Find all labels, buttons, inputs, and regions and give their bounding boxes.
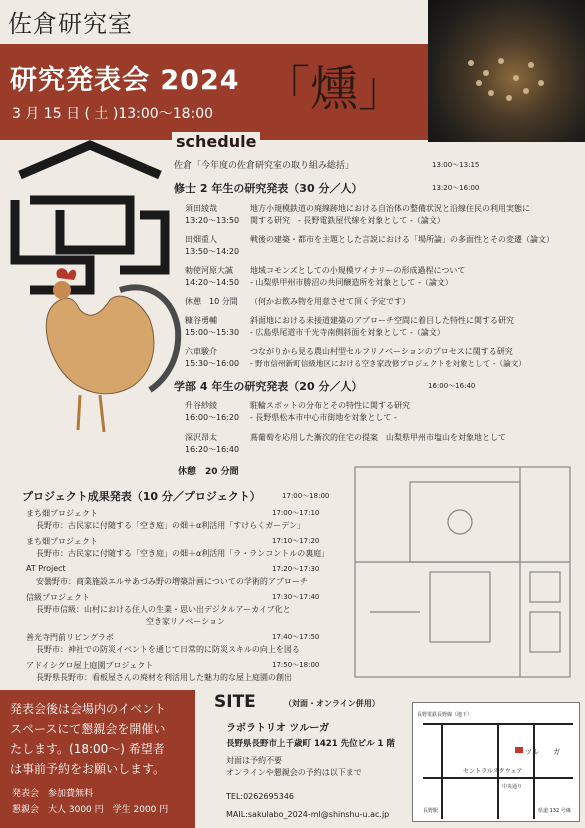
talk-title: 地域コモンズとしての小規模ワイナリーの形成過程について bbox=[250, 266, 466, 275]
project-name: まち畑プロジェクト bbox=[26, 509, 98, 518]
contact-email[interactable]: MAIL:sakulabo_2024-ml@shinshu-u.ac.jp bbox=[226, 810, 390, 819]
break-note: （何かお飲み物を用意させて頂く予定です） bbox=[250, 297, 410, 306]
project-desc: 長野市：古民家に付随する「空き庭」の畑＋α利活用「すけらくガーデン」 bbox=[36, 521, 306, 530]
lab-name: 佐倉研究室 bbox=[8, 10, 133, 38]
project-time: 17:40～17:50 bbox=[272, 633, 320, 641]
project-desc: 安曇野市：商業施設エルサあづみ野の増築計画についての学術的アプローチ bbox=[36, 577, 308, 586]
event-date: 3 月 15 日 ( 土 )13:00～18:00 bbox=[12, 106, 214, 122]
site-mode: （対面・オンライン併用） bbox=[284, 699, 380, 708]
section-project-title: プロジェクト成果発表（10 分／プロジェクト） bbox=[22, 490, 261, 503]
project-name: AT Project bbox=[26, 564, 66, 573]
talk-subtitle: - 広島県尾道市千光寺南側斜面を対象として -（論文） bbox=[250, 328, 445, 337]
map-label: 県道 132 号線 bbox=[538, 808, 571, 814]
event-photo bbox=[428, 0, 585, 142]
presenter-name: 升谷紗綾 bbox=[185, 401, 217, 410]
map-label: 長野電鉄長野線（地下） bbox=[417, 712, 473, 718]
presenter-name: 勅使河原大誠 bbox=[185, 266, 233, 275]
presenter-time: 15:00～15:30 bbox=[185, 328, 240, 337]
talk-title: 斜面地における未接道建築のアプローチ空間に着目した特性に関する研究 bbox=[250, 316, 514, 325]
talk-title: 地方小規模鉄道の廃線跡地における自治体の整備状況と沿線住民の利用実態に bbox=[250, 204, 530, 213]
project-time: 17:20～17:30 bbox=[272, 565, 320, 573]
opening-talk: 佐倉「今年度の佐倉研究室の取り組み総括」 bbox=[174, 161, 355, 171]
presenter-name: 深沢昂太 bbox=[185, 433, 217, 442]
opening-time: 13:00～13:15 bbox=[432, 161, 480, 169]
site-label: SITE bbox=[214, 692, 256, 712]
section-project-time: 17:00～18:00 bbox=[282, 492, 330, 500]
event-title: 研究発表会 2024 bbox=[10, 65, 240, 96]
project-desc: 長野市：古民家に付随する「空き庭」の畑＋α利活用「ラ・ランコントルの裏庭」 bbox=[36, 549, 330, 558]
project-name: 信級プロジェクト bbox=[26, 593, 90, 602]
presenter-time: 15:30～16:00 bbox=[185, 359, 240, 368]
section-b4-title: 学部 4 年生の研究発表（20 分／人） bbox=[174, 380, 363, 393]
project-desc: 長野市信級：山村における住人の生業・思い出デジタルアーカイブ化と bbox=[36, 605, 291, 614]
venue-name: ラボラトリオ ツルーガ bbox=[226, 723, 330, 734]
notice-line: スペースにて懇親会を開催い bbox=[10, 722, 166, 736]
map-label: セントラルスクウェア bbox=[463, 768, 523, 775]
talk-subtitle: - 長野県松本市中心市街地を対象として - bbox=[250, 413, 397, 422]
venue-address: 長野県長野市上千歳町 1421 先位ビル 1 階 bbox=[226, 739, 395, 749]
presenter-name: 田畑重人 bbox=[185, 235, 217, 244]
map-label: 中央通り bbox=[502, 784, 523, 790]
section-b4-time: 16:00～16:40 bbox=[428, 382, 476, 390]
site-note: 対面は予約不要 bbox=[226, 756, 282, 765]
presenter-time: 16:20～16:40 bbox=[185, 445, 240, 454]
project-name: 善光寺門前リビングラボ bbox=[26, 633, 114, 642]
schedule-label: schedule bbox=[172, 132, 260, 151]
theme-kanji: 「燻」 bbox=[262, 61, 407, 117]
break-label: 休憩 10 分間 bbox=[185, 297, 238, 306]
section-m2-time: 13:20～16:00 bbox=[432, 184, 480, 192]
presenter-name: 須田綾哉 bbox=[185, 204, 217, 213]
map-road bbox=[441, 723, 443, 819]
venue-marker bbox=[515, 747, 523, 753]
fee-reception: 懇親会 大人 3000 円 学生 2000 円 bbox=[12, 805, 169, 815]
map-label: ツル bbox=[525, 748, 539, 756]
project-name: まち畑プロジェクト bbox=[26, 537, 98, 546]
presenter-time: 13:20～13:50 bbox=[185, 216, 240, 225]
talk-title: 戦後の建築・都市を主題とした言説における「場所論」の多面性とその変遷（論文） bbox=[250, 235, 554, 244]
presenter-name: 六車駿介 bbox=[185, 347, 217, 356]
project-desc-cont: 空き家リノベーション bbox=[146, 617, 226, 626]
map-road bbox=[533, 723, 535, 819]
project-desc: 長野県長野市：看板屋さんの廃材を利活用した魅力的な屋上庭園の創出 bbox=[36, 673, 292, 682]
contact-tel[interactable]: TEL:0262695346 bbox=[226, 792, 294, 801]
floor-plan-drawing bbox=[350, 462, 580, 687]
project-desc: 長野市：神社での防災イベントを通じて日常的に防災スキルの向上を図る bbox=[36, 645, 300, 654]
talk-title: 駐輪スポットの分布とその特性に関する研究 bbox=[250, 401, 410, 410]
talk-subtitle: - 山梨県甲州市勝沼の共同醸造所を対象として -（論文） bbox=[250, 278, 453, 287]
reception-notice-box bbox=[0, 690, 195, 828]
presenter-time: 14:20～14:50 bbox=[185, 278, 240, 287]
venue-map bbox=[412, 702, 580, 822]
map-label: ガ bbox=[553, 748, 560, 756]
project-time: 17:30～17:40 bbox=[272, 593, 320, 601]
talk-subtitle: 関する研究 - 長野電鉄屋代線を対象として -（論文） bbox=[250, 216, 445, 225]
project-time: 17:10～17:20 bbox=[272, 537, 320, 545]
presenter-time: 16:00～16:20 bbox=[185, 413, 240, 422]
notice-line: たします。(18:00～) 希望者 bbox=[10, 742, 165, 756]
site-note: オンラインや懇親会の予約は以下まで bbox=[226, 768, 362, 777]
section-m2-title: 修士 2 年生の研究発表（30 分／人） bbox=[174, 182, 363, 195]
project-time: 17:00～17:10 bbox=[272, 509, 320, 517]
fee-presentation: 発表会 参加費無料 bbox=[12, 789, 94, 799]
lab-logo-rooster-illustration bbox=[0, 140, 190, 450]
talk-title: 蔦葡萄を応用した漸次的住宅の提案 山梨県甲州市塩山を対象地として bbox=[250, 433, 506, 442]
project-time: 17:50～18:00 bbox=[272, 661, 320, 669]
project-name: アドイシグロ屋上庭園プロジェクト bbox=[26, 661, 154, 670]
notice-line: は事前予約をお願いします。 bbox=[10, 762, 166, 776]
map-label: 長野駅 bbox=[423, 808, 439, 814]
talk-title: つながりから見る農山村型セルフリノベーションのプロセスに関する研究 bbox=[250, 347, 513, 356]
notice-line: 発表会後は会場内のイベント bbox=[10, 702, 167, 716]
break-20: 休憩 20 分間 bbox=[178, 467, 239, 477]
talk-subtitle: - 野市信州新町信級地区における空き家改修プロジェクトを対象として -（論文） bbox=[250, 359, 526, 368]
presenter-name: 糠谷勇輔 bbox=[185, 316, 217, 325]
presenter-time: 13:50～14:20 bbox=[185, 247, 240, 256]
